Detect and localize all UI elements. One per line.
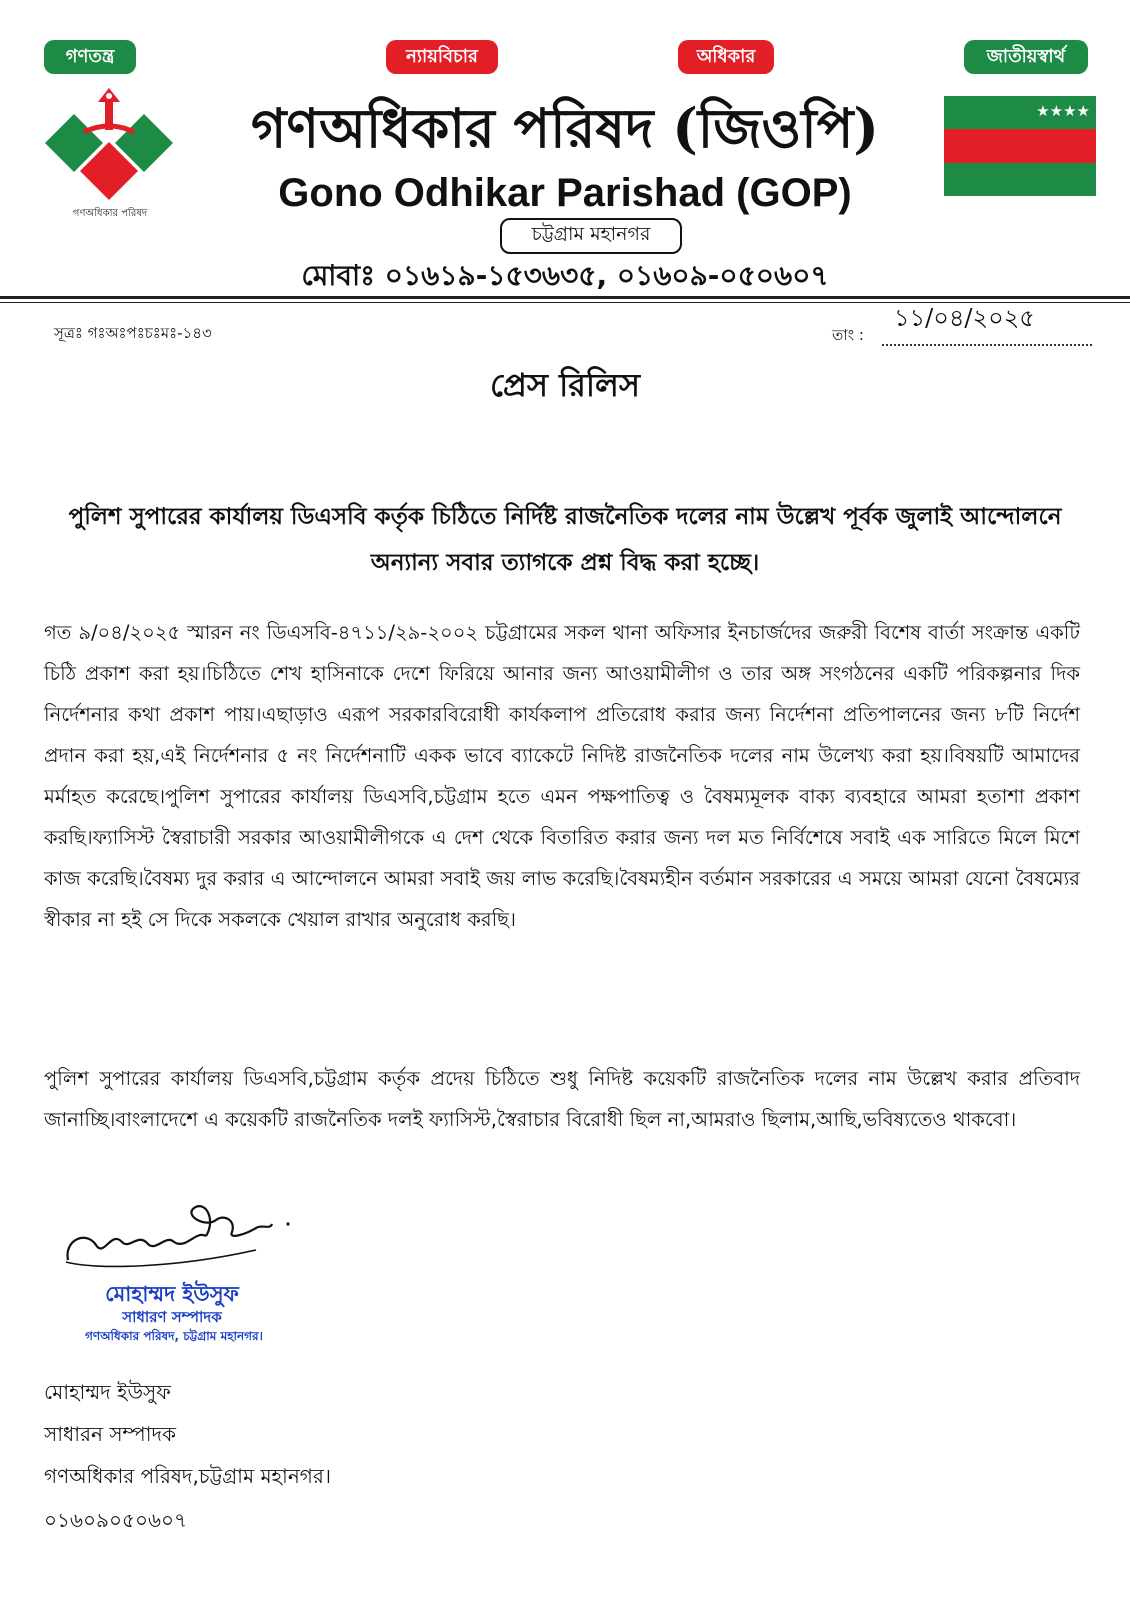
party-logo-icon — [44, 84, 174, 219]
header-phone: মোবাঃ ০১৬১৯-১৫৩৬৩৫, ০১৬০৯-০৫০৬০৭ — [301, 259, 829, 292]
stamp-organization: গণঅধিকার পরিষদ, চট্টগ্রাম মহানগর। — [85, 1329, 263, 1343]
logo-caption: গণঅধিকার পরিষদ — [72, 208, 148, 219]
date-value: ১১/০৪/২০২৫ — [894, 304, 1035, 332]
date-label: তাং : — [832, 326, 864, 344]
body-paragraph-2: পুলিশ সুপারের কার্যালয় ডিএসবি,চট্টগ্রাম কর্তৃক প্রদেয় চিঠিতে শুধু নিদিষ্ট কয়েকটি রাজনৈতিক দলের নাম উল্লেখ করার প্রতিবাদ জানাচ্ছি।বাংলাদেশে এ কয়েকটি রাজনৈতিক দলই ফ্যাসিস্ট,স্বৈরাচার বিরোধী ছিল না,আমরাও ছিলাম,আছি,ভবিষ্যতেও থাকবো। — [44, 1067, 1080, 1131]
tag-democracy: গণতন্ত্র — [44, 40, 136, 74]
body-paragraph-1: গত ৯/০৪/২০২৫ স্মারন নং ডিএসবি-৪৭১১/২৯-২০০২ চট্টগ্রামের সকল থানা অফিসার ইনচার্জদের জরুরী বিশেষ বার্তা সংক্রান্ত একটি চিঠি প্রকাশ করা হয়।চিঠিতে শেখ হাসিনাকে দেশে ফিরিয়ে আনার জন্য আওয়ামীলীগ ও তার অঙ্গ সংগঠনের একটি পরিকল্পনার দিক নির্দেশনার কথা প্রকাশ পায়।এছাড়াও এরূপ সরকারবিরোধী কার্যকলাপ প্রতিরোধ করার জন্য নির্দেশনা প্রতিপালনের জন্য ৮টি নির্দেশ প্রদান করা হয়,এই নির্দেশনার ৫ নং নির্দেশনাটি একক ভাবে ব্যাকেটে নিদিষ্ট রাজনৈতিক দলের নাম উলেখ্য করা হয়।বিষয়টি আমাদের মর্মাহত করেছে।পুলিশ সুপারের কার্যালয় ডিএসবি,চট্টগ্রাম হতে এমন পক্ষপাতিত্ব ও বৈষম্যমূলক বাক্য ব্যবহারে আমরা হতাশা প্রকাশ করছি।ফ্যাসিস্ট স্বৈরাচারী সরকার আওয়ামীলীগকে এ দেশ থেকে বিতারিত করার জন্য দল মত নির্বিশেষে সবাই এক সারিতে মিলে মিশে কাজ করেছি।বৈষম্য দুর করার এ আন্দোলনে আমরা সবাই জয় লাভ করেছি।বৈষম্যহীন বর্তমান সরকারের এ সময়ে আমরা যেনো বৈষম্যের স্বীকার না হই সে দিকে সকলকে খেয়াল রাখার অনুরোধ করছি। — [44, 621, 1080, 931]
org-title-bengali: গণঅধিকার পরিষদ (জিওপি) — [251, 96, 879, 160]
header-divider — [0, 296, 1130, 299]
party-flag-icon — [944, 96, 1096, 196]
signatory-title: সাধারন সম্পাদক — [44, 1422, 177, 1446]
stamp-title: সাধারণ সম্পাদক — [122, 1308, 222, 1326]
tag-national-interest: জাতীয়স্বার্থ — [964, 40, 1088, 74]
flag-stars: ★★★★ — [1036, 102, 1090, 120]
press-headline: পুলিশ সুপারের কার্যালয় ডিএসবি কর্তৃক চিঠিতে নির্দিষ্ট রাজনৈতিক দলের নাম উল্লেখ পূর্বক জুলাই আন্দোলনে অন্যান্য সবার ত্যাগকে প্রশ্ন বিদ্ধ করা হচ্ছে। — [68, 504, 1062, 576]
signatory-organization: গণঅধিকার পরিষদ,চট্টগ্রাম মহানগর। — [44, 1464, 332, 1488]
press-release-heading: প্রেস রিলিস — [489, 366, 641, 404]
tag-rights: অধিকার — [678, 40, 774, 74]
org-title-english: Gono Odhikar Parishad (GOP) — [278, 171, 852, 215]
signatory-name: মোহাম্মদ ইউসুফ — [44, 1380, 171, 1404]
reference-number: সূত্রঃ গঃঅঃপঃচঃমঃ-১৪৩ — [54, 324, 212, 342]
stamp-name: মোহাম্মদ ইউসুফ — [105, 1282, 239, 1306]
tag-justice: ন্যায়বিচার — [386, 40, 498, 74]
signatory-phone: ০১৬০৯০৫০৬০৭ — [44, 1508, 187, 1532]
city-badge: চট্টগ্রাম মহানগর — [500, 218, 682, 254]
